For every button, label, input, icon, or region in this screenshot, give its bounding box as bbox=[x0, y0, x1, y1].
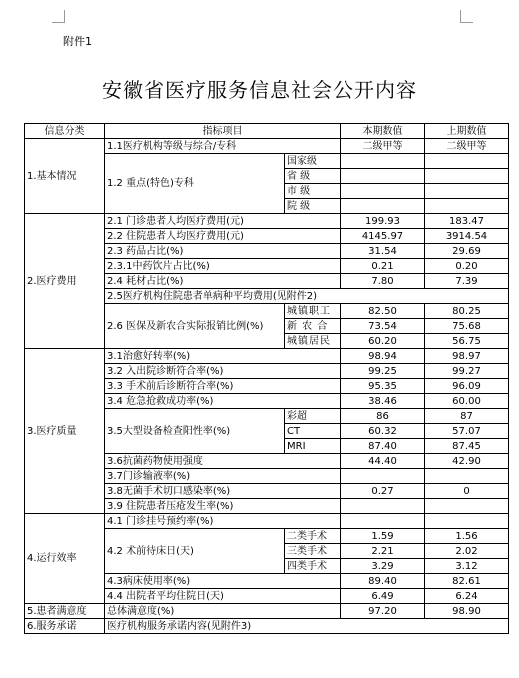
indicator-label: 2.6 医保及新农合实际报销比例(%) bbox=[105, 304, 285, 349]
previous-value bbox=[425, 514, 509, 529]
header-current: 本期数值 bbox=[341, 124, 425, 139]
current-value bbox=[341, 169, 425, 184]
header-previous: 上期数值 bbox=[425, 124, 509, 139]
current-value: 0.27 bbox=[341, 484, 425, 499]
category-quality: 3.医疗质量 bbox=[25, 349, 105, 514]
indicator-label: 3.4 危急抢救成功率(%) bbox=[105, 394, 341, 409]
previous-value bbox=[425, 469, 509, 484]
current-value: 86 bbox=[341, 409, 425, 424]
previous-value: 29.69 bbox=[425, 244, 509, 259]
attachment-label: 附件1 bbox=[63, 35, 92, 48]
sub-label: 城镇职工 bbox=[285, 304, 341, 319]
current-value bbox=[341, 514, 425, 529]
category-basic: 1.基本情况 bbox=[25, 139, 105, 214]
sub-label: CT bbox=[285, 424, 341, 439]
sub-label: 四类手术 bbox=[285, 559, 341, 574]
current-value: 2.21 bbox=[341, 544, 425, 559]
indicator-label: 3.6抗菌药物使用强度 bbox=[105, 454, 341, 469]
previous-value bbox=[425, 154, 509, 169]
current-value: 97.20 bbox=[341, 604, 425, 619]
current-value bbox=[341, 184, 425, 199]
indicator-label: 2.3.1中药饮片占比(%) bbox=[105, 259, 341, 274]
category-service: 6.服务承诺 bbox=[25, 619, 105, 634]
previous-value: 42.90 bbox=[425, 454, 509, 469]
indicator-label: 2.5医疗机构住院患者单病种平均费用(见附件2) bbox=[105, 289, 509, 304]
indicator-label: 总体满意度(%) bbox=[105, 604, 341, 619]
table-row bbox=[25, 349, 509, 364]
indicator-label: 4.2 术前待床日(天) bbox=[105, 529, 285, 574]
indicator-label: 2.1 门诊患者人均医疗费用(元) bbox=[105, 214, 341, 229]
previous-value: 60.00 bbox=[425, 394, 509, 409]
current-value: 31.54 bbox=[341, 244, 425, 259]
table-row bbox=[25, 604, 509, 619]
indicator-label: 3.9 住院患者压疮发生率(%) bbox=[105, 499, 341, 514]
indicator-label: 2.2 住院患者人均医疗费用(元) bbox=[105, 229, 341, 244]
sub-label: 国家级 bbox=[285, 154, 341, 169]
indicator-label: 3.8无菌手术切口感染率(%) bbox=[105, 484, 341, 499]
current-value bbox=[341, 469, 425, 484]
previous-value: 99.27 bbox=[425, 364, 509, 379]
indicator-label: 4.4 出院者平均住院日(天) bbox=[105, 589, 341, 604]
sub-label: 省 级 bbox=[285, 169, 341, 184]
current-value: 87.40 bbox=[341, 439, 425, 454]
previous-value: 96.09 bbox=[425, 379, 509, 394]
sub-label: 二类手术 bbox=[285, 529, 341, 544]
current-value: 4145.97 bbox=[341, 229, 425, 244]
previous-value: 82.61 bbox=[425, 574, 509, 589]
table-row bbox=[25, 514, 509, 529]
current-value: 38.46 bbox=[341, 394, 425, 409]
sub-label: 市 级 bbox=[285, 184, 341, 199]
previous-value bbox=[425, 169, 509, 184]
sub-label: MRI bbox=[285, 439, 341, 454]
indicator-label: 1.2 重点(特色)专科 bbox=[105, 154, 285, 214]
previous-value: 6.24 bbox=[425, 589, 509, 604]
previous-value: 57.07 bbox=[425, 424, 509, 439]
current-value: 二级甲等 bbox=[341, 139, 425, 154]
current-value: 6.49 bbox=[341, 589, 425, 604]
header-category: 信息分类 bbox=[25, 124, 105, 139]
indicator-label: 2.3 药品占比(%) bbox=[105, 244, 341, 259]
sub-label: 新 农 合 bbox=[285, 319, 341, 334]
previous-value bbox=[425, 499, 509, 514]
category-satisfaction: 5.患者满意度 bbox=[25, 604, 105, 619]
current-value: 44.40 bbox=[341, 454, 425, 469]
previous-value: 183.47 bbox=[425, 214, 509, 229]
previous-value: 3914.54 bbox=[425, 229, 509, 244]
table-row bbox=[25, 619, 509, 634]
previous-value bbox=[425, 184, 509, 199]
sub-label: 院 级 bbox=[285, 199, 341, 214]
current-value bbox=[341, 199, 425, 214]
table-row bbox=[25, 214, 509, 229]
previous-value: 98.90 bbox=[425, 604, 509, 619]
indicator-label: 3.5大型设备检查阳性率(%) bbox=[105, 409, 285, 454]
previous-value: 56.75 bbox=[425, 334, 509, 349]
header-indicator: 指标项目 bbox=[105, 124, 341, 139]
table-row bbox=[25, 139, 509, 154]
previous-value: 87 bbox=[425, 409, 509, 424]
current-value: 95.35 bbox=[341, 379, 425, 394]
page-title: 安徽省医疗服务信息社会公开内容 bbox=[102, 78, 417, 102]
current-value bbox=[341, 154, 425, 169]
info-table bbox=[24, 123, 509, 634]
previous-value: 0.20 bbox=[425, 259, 509, 274]
previous-value bbox=[425, 199, 509, 214]
current-value: 7.80 bbox=[341, 274, 425, 289]
previous-value: 1.56 bbox=[425, 529, 509, 544]
indicator-label: 3.7门诊输液率(%) bbox=[105, 469, 341, 484]
category-cost: 2.医疗费用 bbox=[25, 214, 105, 349]
indicator-label: 医疗机构服务承诺内容(见附件3) bbox=[105, 619, 509, 634]
previous-value: 98.97 bbox=[425, 349, 509, 364]
sub-label: 三类手术 bbox=[285, 544, 341, 559]
previous-value: 2.02 bbox=[425, 544, 509, 559]
previous-value: 0 bbox=[425, 484, 509, 499]
indicator-label: 1.1医疗机构等级与综合/专科 bbox=[105, 139, 341, 154]
crop-mark-top-right bbox=[460, 10, 473, 23]
current-value: 73.54 bbox=[341, 319, 425, 334]
current-value bbox=[341, 499, 425, 514]
current-value: 60.20 bbox=[341, 334, 425, 349]
current-value: 60.32 bbox=[341, 424, 425, 439]
current-value: 1.59 bbox=[341, 529, 425, 544]
previous-value: 75.68 bbox=[425, 319, 509, 334]
current-value: 82.50 bbox=[341, 304, 425, 319]
sub-label: 城镇居民 bbox=[285, 334, 341, 349]
crop-mark-top-left bbox=[52, 10, 65, 23]
current-value: 199.93 bbox=[341, 214, 425, 229]
indicator-label: 4.3病床使用率(%) bbox=[105, 574, 341, 589]
indicator-label: 3.1治愈好转率(%) bbox=[105, 349, 341, 364]
sub-label: 彩超 bbox=[285, 409, 341, 424]
previous-value: 7.39 bbox=[425, 274, 509, 289]
current-value: 3.29 bbox=[341, 559, 425, 574]
table-header-row bbox=[25, 124, 509, 139]
indicator-label: 3.3 手术前后诊断符合率(%) bbox=[105, 379, 341, 394]
current-value: 99.25 bbox=[341, 364, 425, 379]
current-value: 89.40 bbox=[341, 574, 425, 589]
previous-value: 87.45 bbox=[425, 439, 509, 454]
indicator-label: 3.2 入出院诊断符合率(%) bbox=[105, 364, 341, 379]
previous-value: 二级甲等 bbox=[425, 139, 509, 154]
indicator-label: 2.4 耗材占比(%) bbox=[105, 274, 341, 289]
previous-value: 80.25 bbox=[425, 304, 509, 319]
current-value: 0.21 bbox=[341, 259, 425, 274]
current-value: 98.94 bbox=[341, 349, 425, 364]
indicator-label: 4.1 门诊挂号预约率(%) bbox=[105, 514, 341, 529]
previous-value: 3.12 bbox=[425, 559, 509, 574]
category-efficiency: 4.运行效率 bbox=[25, 514, 105, 604]
